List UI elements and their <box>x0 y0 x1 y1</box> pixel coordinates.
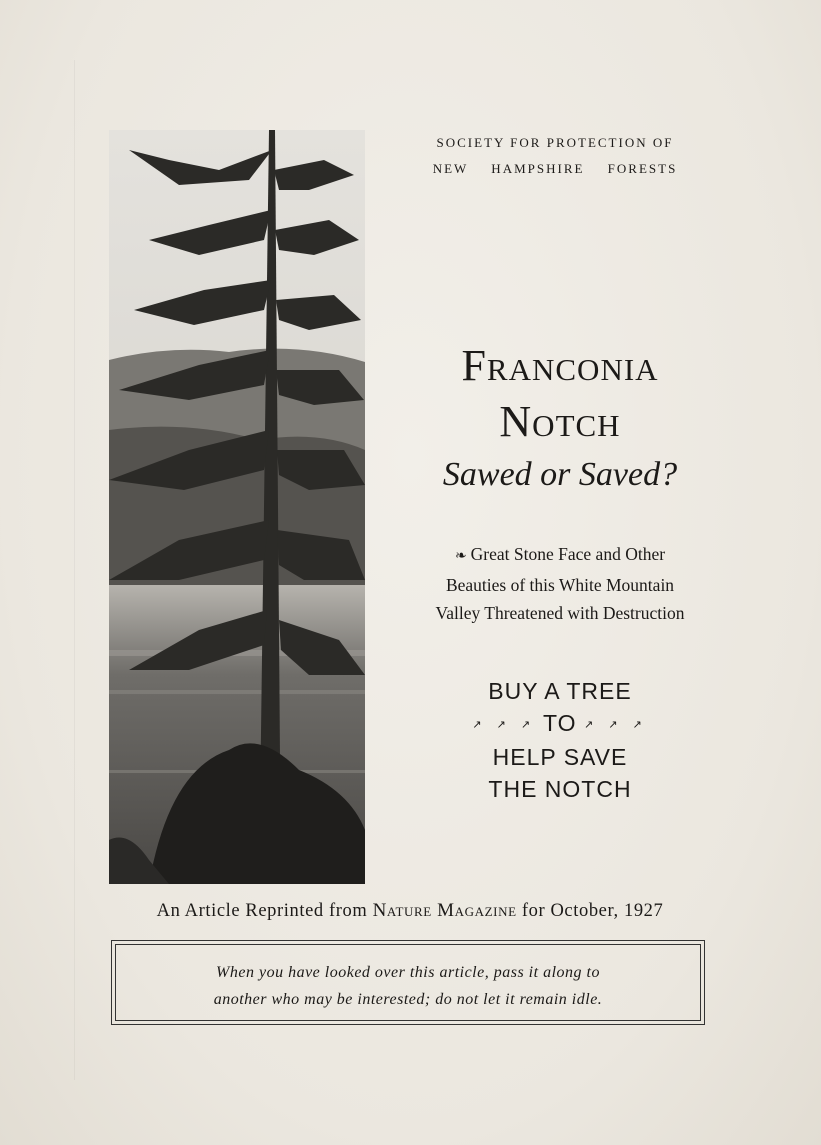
main-title <box>400 338 720 450</box>
cta-line-1: BUY A TREE <box>488 678 632 704</box>
page-fold-line <box>74 60 75 1080</box>
description-line-3: Valley Threatened with Destruction <box>435 603 685 623</box>
society-line-1: SOCIETY FOR PROTECTION OF <box>436 135 674 150</box>
arrow-ornament-right: ↗ ↗ ↗ <box>583 718 648 731</box>
description-line-1: Great Stone Face and Other <box>470 544 666 564</box>
subtitle: Sawed or Saved? <box>442 456 678 493</box>
fleuron-ornament: ❧ <box>454 549 467 564</box>
cta-line-4: THE NOTCH <box>488 775 632 802</box>
cta-line-3: HELP SAVE <box>492 743 628 770</box>
title-line-2: Notch <box>499 397 621 446</box>
note-text <box>112 959 704 1013</box>
description <box>410 540 710 627</box>
arrow-ornament-left: ↗ ↗ ↗ <box>472 718 537 731</box>
pine-tree-photograph <box>109 130 365 884</box>
description-line-2: Beauties of this White Mountain <box>445 575 675 595</box>
title-line-1: Franconia <box>461 341 659 390</box>
reprint-line <box>100 900 720 922</box>
call-to-action <box>430 675 690 805</box>
magazine-name: Nature Magazine <box>372 900 517 921</box>
reprint-prefix: An Article Reprinted from <box>156 901 368 921</box>
note-line-1: When you have looked over this article, pass it along to <box>216 964 600 981</box>
pass-along-note-box <box>111 940 705 1025</box>
note-line-2: another who may be interested; do not let it remain idle. <box>213 991 603 1008</box>
society-header <box>400 130 710 182</box>
reprint-suffix: for October, 1927 <box>521 901 664 921</box>
society-line-2: NEW HAMPSHIRE FORESTS <box>432 161 678 176</box>
cta-line-2: TO <box>543 710 577 736</box>
